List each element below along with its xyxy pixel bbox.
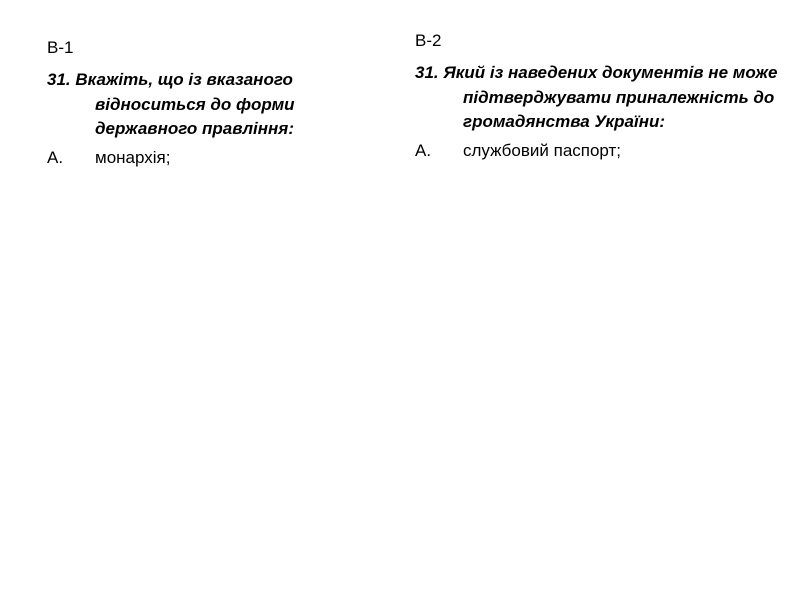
variant-1-answer-letter: А.	[47, 147, 64, 167]
variant-2-title: В-2	[415, 31, 442, 50]
variant-1-title: В-1	[47, 38, 74, 57]
variant-1-column	[47, 0, 377, 170]
variant-2-column	[415, 0, 785, 163]
variant-1-answer-text: монархія;	[95, 147, 171, 167]
variant-2-answer	[415, 139, 785, 163]
variant-2-answer-letter: А.	[415, 140, 432, 160]
variant-2-question: 31. Який із наведених документів не може підтверджувати приналежність до громадянства України:	[415, 63, 778, 131]
variant-1-question: 31. Вкажіть, що із вказаного відноситься до форми державного правління:	[47, 70, 295, 138]
variant-2-answer-text: службовий паспорт;	[463, 140, 622, 160]
variant-1-answer	[47, 146, 377, 170]
